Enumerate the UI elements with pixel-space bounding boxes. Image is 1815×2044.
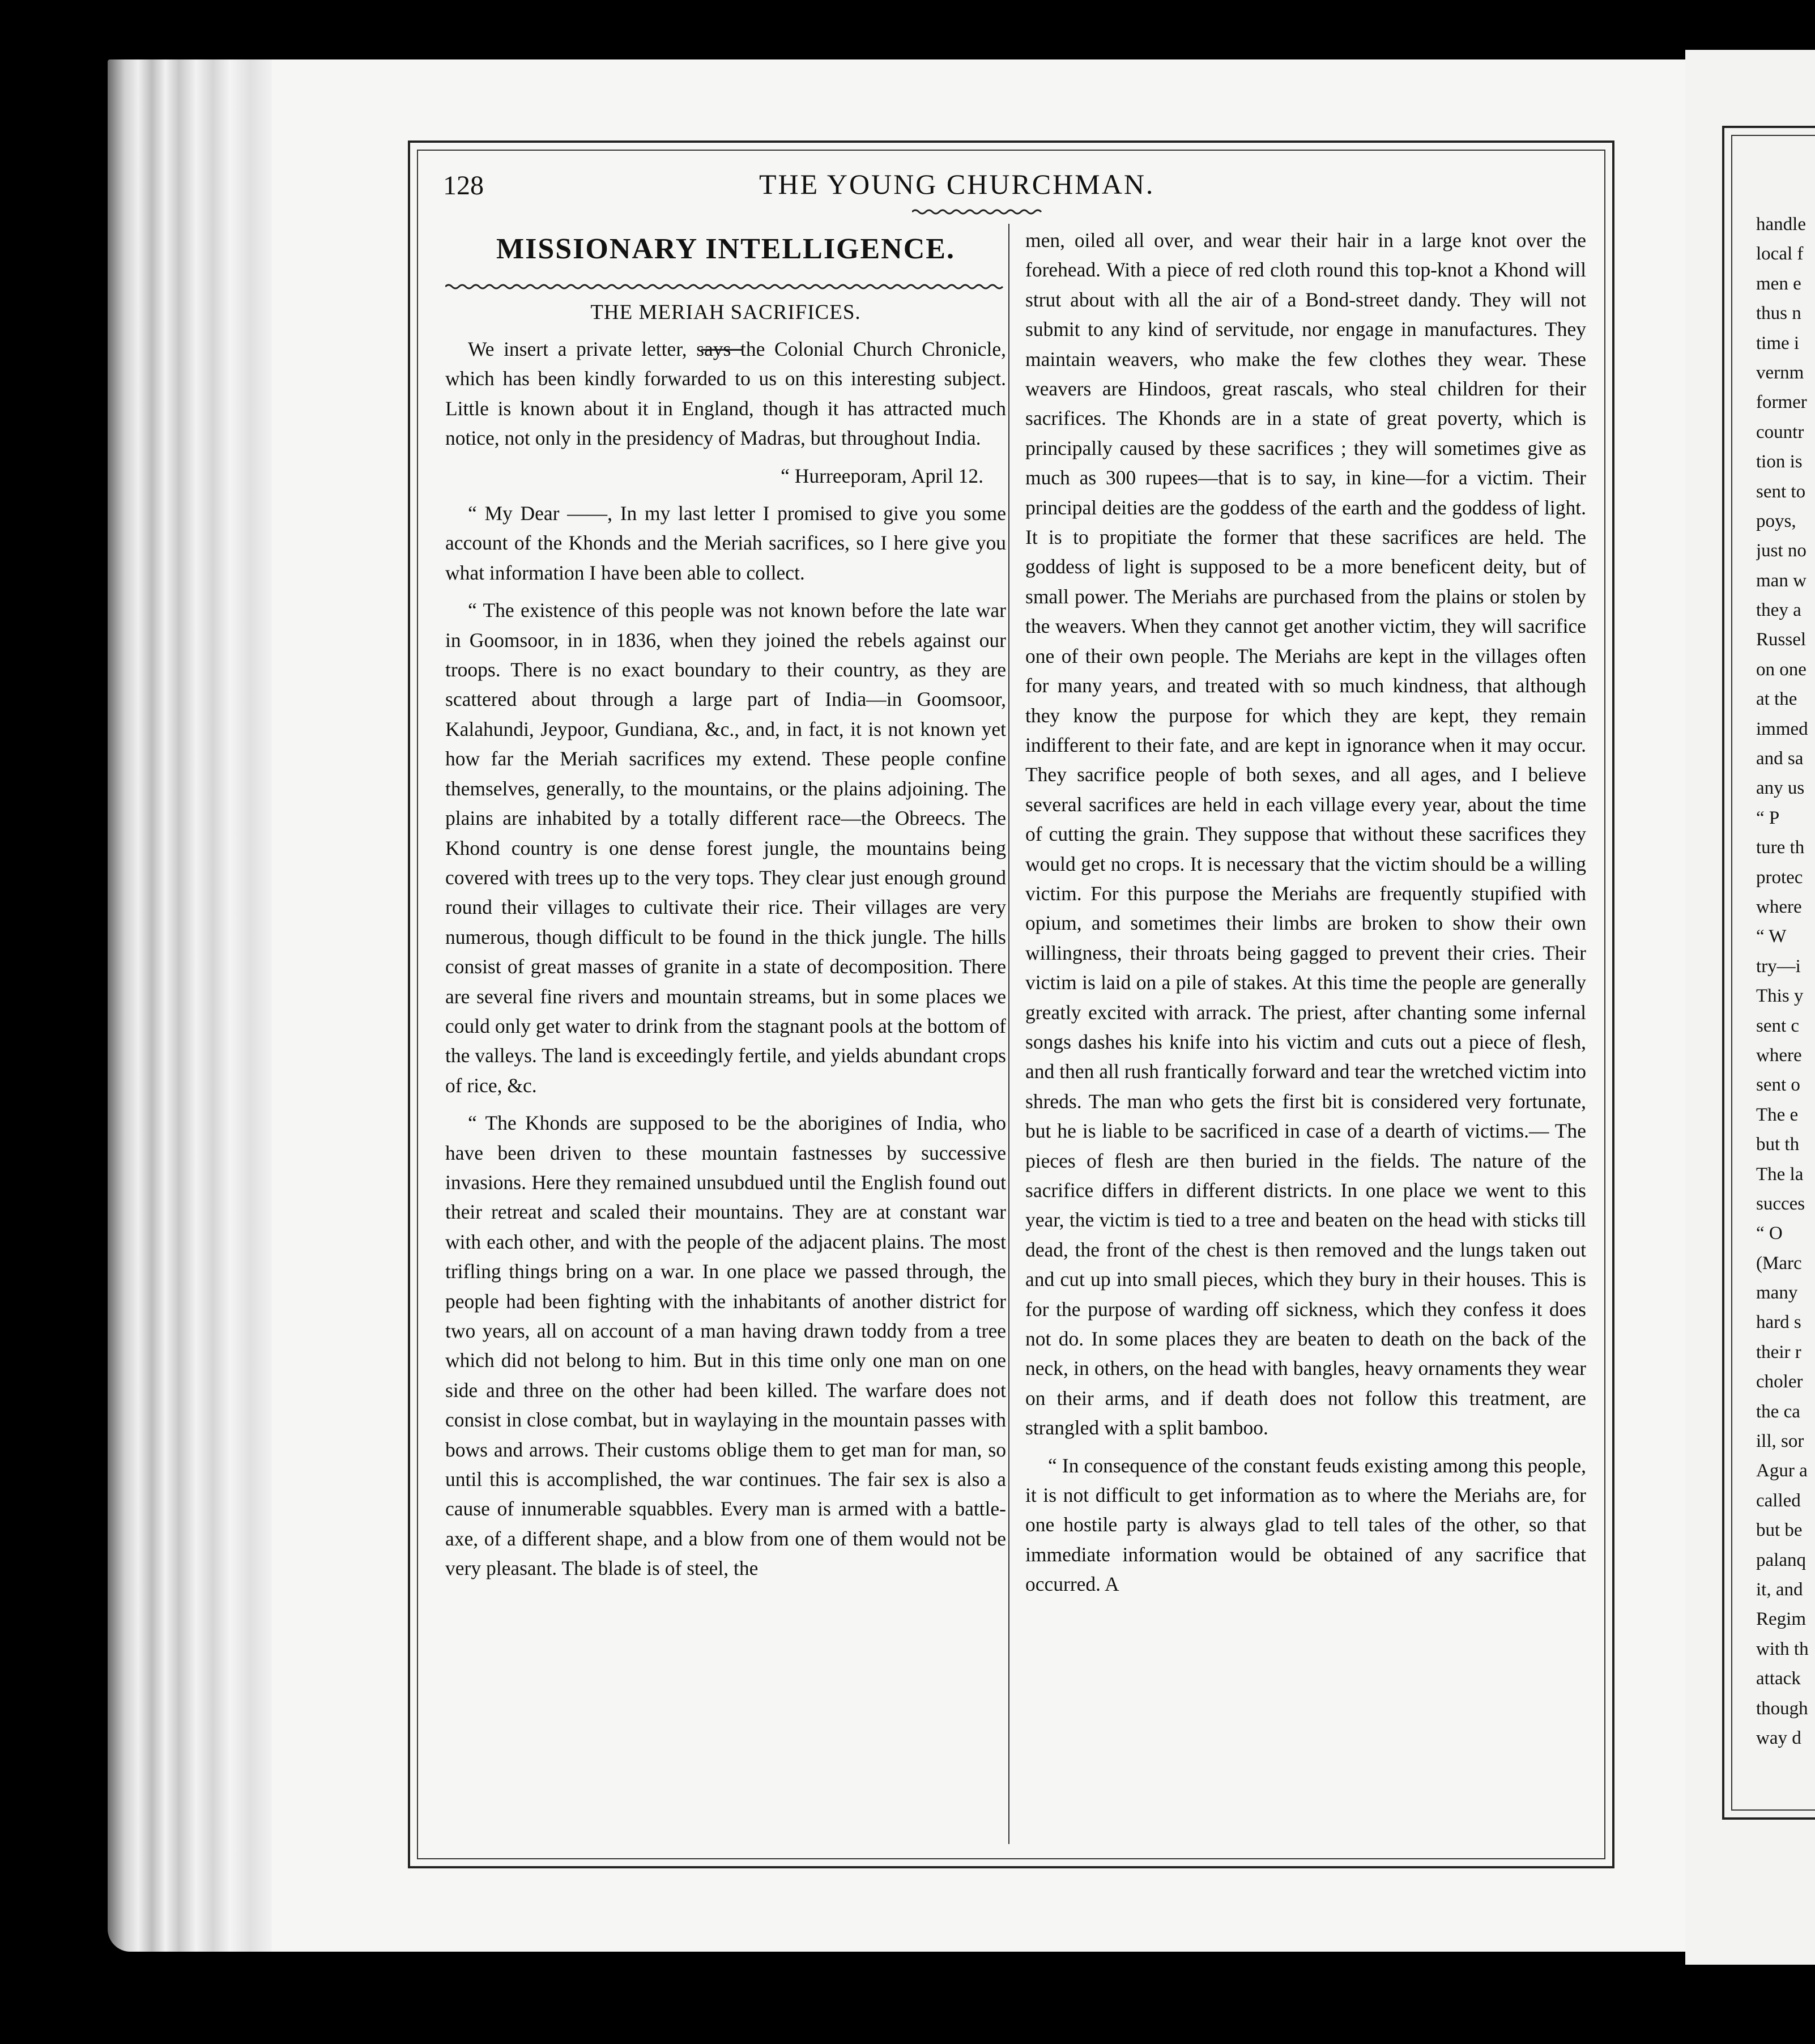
adjacent-line: where [1756, 896, 1802, 917]
paragraph: “ In consequence of the constant feuds existing among this people, it is not difficult to get information as to where the Meriahs are, for one hostile party is always glad to tell tales of the other, so that immediate information would be obtained of any sacrifice that occurred. A [1025, 1454, 1586, 1596]
adjacent-line: “ P [1756, 807, 1780, 828]
adjacent-line: succes [1756, 1193, 1805, 1214]
adjacent-line: many [1756, 1283, 1798, 1304]
adjacent-line: handle [1756, 214, 1806, 235]
adjacent-line: tion is [1756, 452, 1803, 472]
adjacent-line: “ W [1756, 926, 1787, 947]
adjacent-line: but th [1756, 1134, 1800, 1155]
adjacent-line: choler [1756, 1372, 1803, 1393]
adjacent-line: local f [1756, 244, 1804, 265]
adjacent-line: poys, [1756, 510, 1796, 531]
adjacent-line: any us [1756, 778, 1805, 799]
article-intro: We insert a private letter, says the Colonial Church Chronicle, which has been kindly forwarded to us on this interesting subject. Little is known about it in England, though it has attracted much notice, not only in the presidency of Madras, but throughout India. [445, 338, 1006, 450]
adjacent-line: just no [1756, 540, 1807, 561]
adjacent-line: The la [1756, 1164, 1804, 1185]
adjacent-line: hard s [1756, 1312, 1801, 1333]
adjacent-line: at the [1756, 689, 1797, 710]
adjacent-line: the ca [1756, 1401, 1800, 1422]
adjacent-line: with th [1756, 1638, 1809, 1659]
letter-dateline: “ Hurreeporam, April 12. [781, 464, 983, 487]
adjacent-line: thus n [1756, 303, 1801, 324]
adjacent-line: sent c [1756, 1015, 1800, 1036]
adjacent-line: though [1756, 1698, 1808, 1719]
adjacent-line: This y [1756, 986, 1804, 1007]
section-title: MISSIONARY INTELLIGENCE. [496, 233, 955, 265]
adjacent-line: former [1756, 392, 1807, 413]
adjacent-line: “ O [1756, 1223, 1783, 1244]
running-head: THE YOUNG CHURCHMAN. [759, 168, 1155, 200]
adjacent-line: (Marc [1756, 1253, 1802, 1274]
adjacent-line: man w [1756, 570, 1807, 591]
paragraph: “ The Khonds are supposed to be the aborigines of India, who have been driven to these mountain fastnesses by successive invasions. Here they remained unsubdued until the English found out their retreat and scaled their mountains. They are at constant war with each other, and with the people of the adjacent plains. The most trifling things bring on a war. In one place we passed through, the people had been fighting with the inhabitants of another district for two years, all on account of a man having drawn toddy from a tree which did not belong to him. But in this time only one man on one side and three on the other had been killed. The warfare does not consist in close combat, but in waylaying in the mountain passes with bows and arrows. Their customs oblige them to get man for man, so until this is accomplished, the war continues. The fair sex is also a cause of innumerable squabbles. Every man is armed with a battle-axe, of a different shape, and a blow from one of them would not be very pleasant. The blade is of steel, the [445, 1112, 1006, 1580]
adjacent-line: where [1756, 1045, 1802, 1066]
adjacent-line: Russel [1756, 629, 1807, 650]
adjacent-line: time i [1756, 333, 1800, 354]
book-page-edges [108, 59, 278, 1952]
adjacent-line: The e [1756, 1104, 1799, 1125]
adjacent-line: try—i [1756, 956, 1801, 977]
adjacent-line: on one [1756, 659, 1807, 680]
article-subtitle: THE MERIAH SACRIFICES. [590, 301, 861, 324]
title-ornamental-rule [445, 282, 1006, 291]
paragraph: men, oiled all over, and wear their hair in a large knot over the forehead. With a piece of red cloth round this top-knot a Khond will strut about with all the air of a Bond-street dandy. They will not submit to any kind of servitude, nor engage in manufactures. They maintain weavers, who make the few clothes they wear. These weavers are Hindoos, great rascals, who steal children for their sacrifices. The Khonds are in a state of great poverty, which is principally caused by these sacrifices ; they will sometimes give as much as 300 rupees—that is to say, in kine—for a victim. Their principal deities are the goddess of the earth and the goddess of light. It is to propitiate the former that these sacrifices are held. The goddess of light is supposed to be a more beneficent deity, but of small power. The Meriahs are purchased from the plains or stolen by the weavers. When they cannot get another victim, they will sacrifice one of their own people. The Meriahs are kept in the villages often for many years, and treated with so much kindness, that although they know the purpose for which they are kept, they remain indifferent to their fate, and are kept in ignorance when it may occur. They sacrifice people of both sexes, and all ages, and I believe several sacrifices are held in each village every year, about the time of cutting the grain. They suppose that without these sacrifices they would get no crops. It is necessary that the victim should be a willing victim. For this purpose the Meriahs are frequently stupified with opium, and sometimes their limbs are broken to show their own willingness, their throats being gagged to prevent their cries. Their victim is laid on a pile of stakes. At this time the people are generally greatly excited with arrack. The priest, after chanting some infernal songs dashes his knife into his victim and cuts out a piece of flesh, and then all rush frantically forward and tear the wretched victim into shreds. The man who gets the first bit is considered very fortunate, but he is liable to be sacrificed in case of a dearth of victims.— The pieces of flesh are then buried in the fields. The nature of the sacrifice differs in different districts. In one place we went to this year, the victim is tied to a tree and beaten on the head with sticks till dead, the front of the chest is then removed and the lungs taken out and cut up into small pieces, which they bury in their houses. This is for the purpose of warding off sickness, which they confess it does not do. In some places they are beaten to death on the back of the neck, in others, on the head with bangles, heavy ornaments they wear on their arms, and if death does not follow this treatment, are strangled with a split bamboo. [1025, 229, 1586, 1440]
adjacent-line: way d [1756, 1727, 1801, 1748]
adjacent-line: countr [1756, 421, 1804, 442]
adjacent-line: palanq [1756, 1549, 1806, 1570]
adjacent-line: sent o [1756, 1075, 1800, 1096]
adjacent-line: but be [1756, 1520, 1803, 1541]
adjacent-line: it, and [1756, 1579, 1803, 1600]
adjacent-line: Agur a [1756, 1460, 1808, 1481]
adjacent-line: protec [1756, 867, 1803, 888]
adjacent-line: immed [1756, 718, 1808, 739]
page-number: 128 [443, 171, 484, 201]
adjacent-line: Regim [1756, 1609, 1806, 1630]
right-column [1025, 225, 1586, 1607]
adjacent-line: they a [1756, 600, 1801, 621]
adjacent-line: and sa [1756, 748, 1804, 769]
ornamental-rule [912, 207, 1042, 216]
adjacent-line: sent to [1756, 481, 1806, 502]
adjacent-line: their r [1756, 1342, 1801, 1362]
adjacent-line: attack [1756, 1668, 1801, 1689]
column-divider [1008, 224, 1009, 1844]
adjacent-line: ill, sor [1756, 1431, 1804, 1452]
adjacent-line: ture th [1756, 837, 1805, 858]
paragraph: “ The existence of this people was not known before the late war in Goomsoor, in in 1836, when they joined the rebels against our troops. There is no exact boundary to their country, as they are scattered about through a large part of India—in Goomsoor, Kalahundi, Jeypoor, Gundiana, &c., and, in fact, it is not known yet how far the Meriah sacrifices my extend. These people confine themselves, generally, to the mountains, or the plains adjoining. The plains are inhabited by a totally different race—the Obreecs. The Khond country is one dense forest jungle, the mountains being covered with trees up to the very tops. They clear just enough ground round their villages to cultivate their rice. Their villages are very numerous, though difficult to be found in the thick jungle. The hills consist of great masses of granite in a state of decomposition. There are several fine rivers and mountain streams, but in some places we could only get water to drink from the stagnant pools at the bottom of the valleys. The land is exceedingly fertile, and yields abundant crops of rice, &c. [445, 599, 1006, 1097]
adjacent-page-text [1756, 210, 1815, 1753]
adjacent-line: called [1756, 1490, 1801, 1511]
paragraph: “ My Dear ——, In my last letter I promised to give you some account of the Khonds and the Meriah sacrifices, so I here give you what information I have been able to collect. [445, 502, 1006, 584]
adjacent-line: vernm [1756, 362, 1804, 383]
adjacent-line: men e [1756, 273, 1801, 294]
left-column [445, 334, 1006, 1591]
